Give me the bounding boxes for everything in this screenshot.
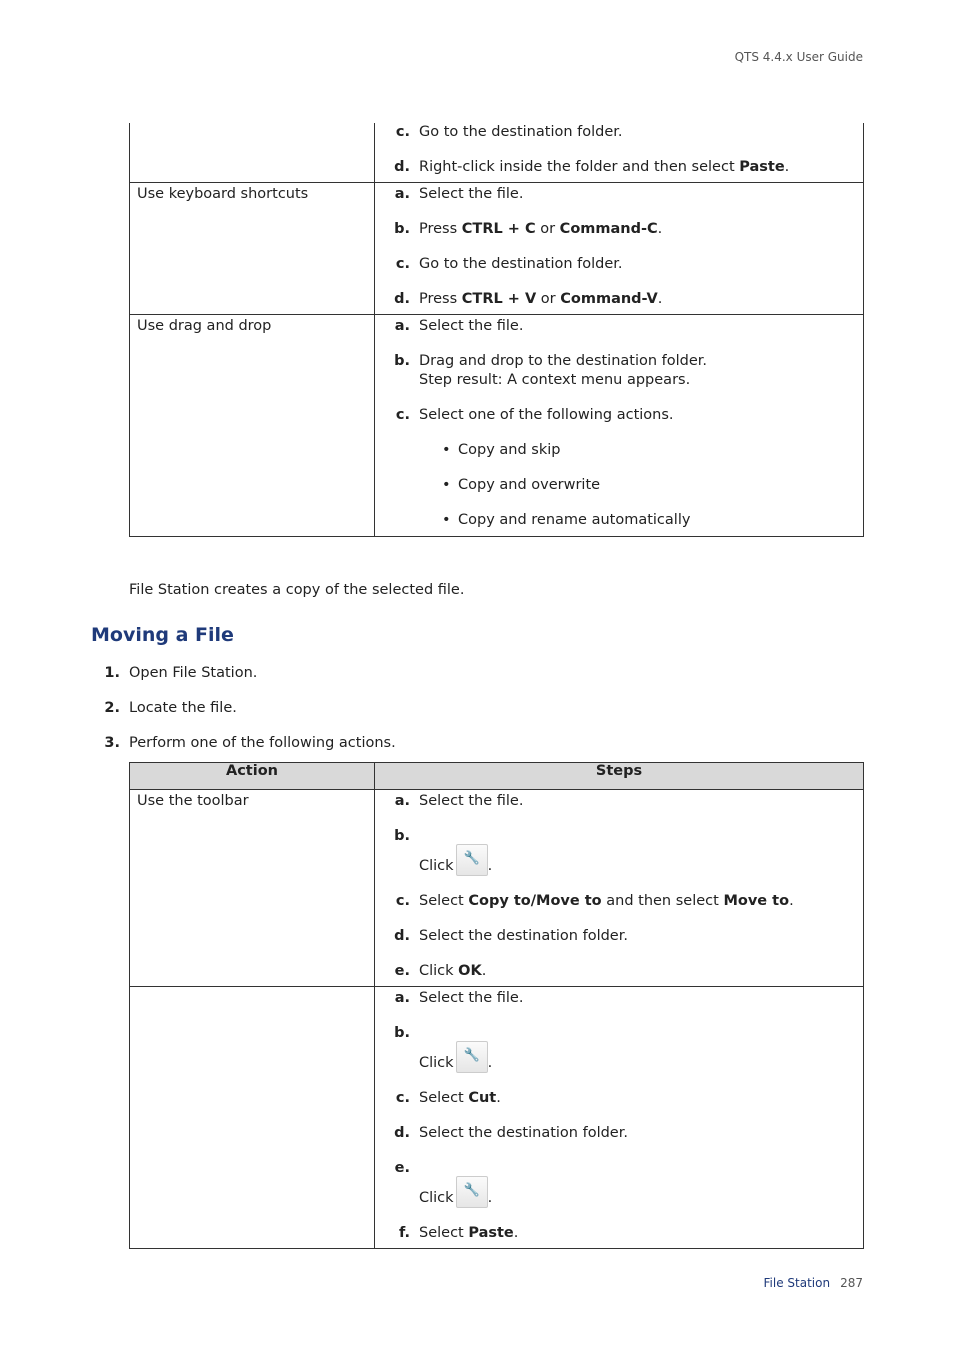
step-item: a. Select the file. [394, 318, 524, 334]
wrench-icon[interactable]: 🔧 [456, 844, 488, 876]
footer-section: File Station [763, 1276, 831, 1290]
document-header: QTS 4.4.x User Guide [734, 50, 863, 64]
bullet-item: • Copy and overwrite [442, 477, 601, 493]
list-item: 3. Perform one of the following actions. [104, 735, 396, 751]
step-item: b. Click 🔧 . [394, 828, 493, 874]
step-result: Step result: A context menu appears. [419, 372, 691, 388]
step-item: b. Click 🔧 . [394, 1025, 493, 1071]
table-row [130, 123, 864, 183]
table-header-row [130, 763, 864, 790]
wrench-icon[interactable]: 🔧 [456, 1041, 488, 1073]
step-item: a. Select the file. [394, 186, 524, 202]
move-methods-table [129, 762, 864, 1249]
action-cell: Use keyboard shortcuts [130, 183, 375, 315]
action-cell [130, 123, 375, 183]
table-row [130, 790, 864, 987]
step-item: c. Select Copy to/Move to and then select Move to. [395, 893, 794, 909]
steps-cell [375, 315, 864, 537]
step-item: d. Right-click inside the folder and then select Paste. [394, 159, 790, 175]
bullet-item: • Copy and rename automatically [442, 512, 691, 528]
step-item: f. Select Paste. [398, 1225, 519, 1241]
steps-cell [375, 987, 864, 1249]
section-title: Moving a File [91, 624, 234, 646]
copy-methods-table [129, 123, 864, 537]
ordered-list [91, 664, 396, 753]
step-item: d. Select the destination folder. [394, 1125, 628, 1141]
steps-cell [375, 790, 864, 987]
list-item: 1. Open File Station. [104, 665, 258, 681]
table-row [130, 183, 864, 315]
column-header-action: Action [130, 763, 375, 790]
step-item: e. Click OK. [394, 963, 487, 979]
list-item: 2. Locate the file. [104, 700, 237, 716]
step-item: b. Press CTRL + C or Command-C. [394, 221, 663, 237]
result-paragraph: File Station creates a copy of the selected file. [129, 582, 465, 598]
step-item: a. Select the file. [394, 793, 524, 809]
table-row [130, 315, 864, 537]
steps-cell [375, 123, 864, 183]
step-item: e. Click 🔧 . [394, 1160, 493, 1206]
action-cell: Use drag and drop [130, 315, 375, 537]
action-cell [130, 987, 375, 1249]
wrench-icon[interactable]: 🔧 [456, 1176, 488, 1208]
steps-cell [375, 183, 864, 315]
step-item: d. Press CTRL + V or Command-V. [394, 291, 663, 307]
table-row [130, 987, 864, 1249]
column-header-steps: Steps [375, 763, 864, 790]
step-item: a. Select the file. [394, 990, 524, 1006]
page-number: 287 [840, 1276, 863, 1290]
step-item: c. Select Cut. [395, 1090, 501, 1106]
step-item: d. Select the destination folder. [394, 928, 628, 944]
step-item: b. Drag and drop to the destination folder. Step result: A context menu appears. [394, 353, 708, 388]
action-cell: Use the toolbar [130, 790, 375, 987]
bullet-item: • Copy and skip [442, 442, 561, 458]
step-item: c. Select one of the following actions. [395, 407, 674, 423]
step-item: c. Go to the destination folder. [395, 256, 623, 272]
step-item: c. Go to the destination folder. [395, 124, 623, 140]
document-footer [764, 1276, 863, 1290]
